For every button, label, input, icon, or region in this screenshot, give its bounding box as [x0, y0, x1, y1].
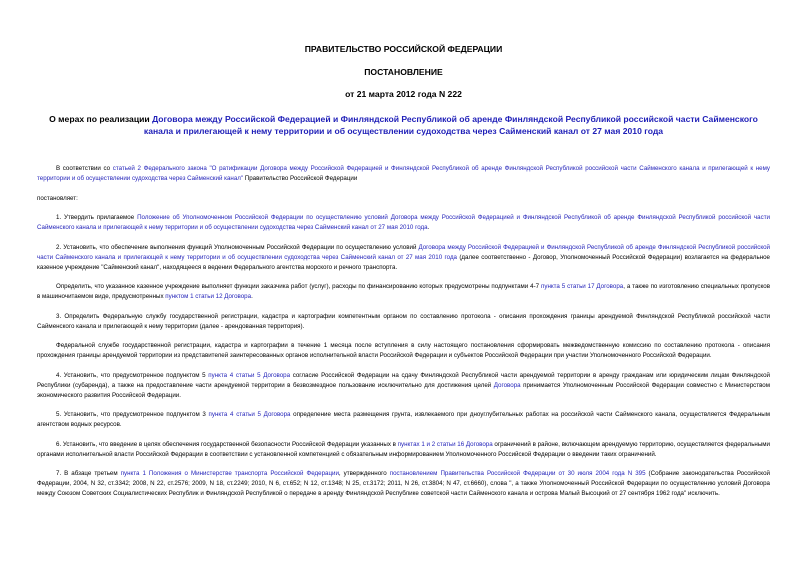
- document-type-heading: ПОСТАНОВЛЕНИЕ: [364, 67, 443, 77]
- p7-text-1: 7. В абзаце третьем: [56, 470, 121, 477]
- paragraph-5: [37, 410, 770, 430]
- document-title: [40, 113, 767, 137]
- p3b-text-1: Федеральной службе государственной регистрации, кадастра и картографии в течение 1 месяца после вступления в силу настоящего постановления сформировать межведомственную комиссию по составлению протокола - описания прохождения границы арендуемой территории из представителей заинтересованных органов исполнительной власти Российской Федерации и субъектов Российской Федерации при участии Уполномоченного Российской Федерации.: [37, 342, 770, 359]
- p6-text-1: 6. Установить, что введение в целях обеспечения государственной безопасности Российской Федерации указанных в: [56, 440, 398, 448]
- p1-regulation-link[interactable]: Положение об Уполномоченном Российской Федерации по осуществлению условий Договора между Российской Федерацией и Финляндской Республикой об аренде Финляндской Республикой российской части Сайменского канала и прилегающей к нему территории и об осуществлении судоходства через Сайменский канал от 27 мая 2010 года: [37, 214, 770, 231]
- p4-article-5-link[interactable]: пункта 4 статьи 5 Договора: [208, 371, 291, 379]
- intro-paragraph: [37, 164, 770, 184]
- p2-text-1: 2. Установить, что обеспечение выполнения функций Уполномоченным Российской Федерации по осуществлению условий: [56, 243, 419, 251]
- p2b-text-1: Определить, что указанное казенное учреждение выполняет функции заказчика работ (услуг), расходы по финансированию которых предусмотрены подпунктами 4-7: [56, 283, 541, 290]
- p2-treaty-link[interactable]: Договора между Российской Федерацией и Финляндской Республикой об аренде Финляндской Республикой российской части Сайменского канала и прилегающей к нему территории и об осуществлении судоходства через Сайменский канал от 27 мая 2010 года: [37, 243, 770, 261]
- p2b-article-17-link[interactable]: пункта 5 статьи 17 Договора: [541, 283, 624, 290]
- p4-text-1: 4. Установить, что предусмотренное подпунктом 5: [56, 371, 209, 379]
- document-body: [37, 164, 770, 509]
- p7-resolution-link[interactable]: постановлением Правительства Российской Федерации от 30 июля 2004 года N 395: [389, 470, 646, 477]
- paragraph-3-continuation: [37, 341, 770, 361]
- p4-treaty-link[interactable]: Договора: [493, 381, 521, 389]
- p2b-article-12-link[interactable]: пунктом 1 статьи 12 Договора: [165, 293, 252, 300]
- paragraph-4: [37, 371, 770, 401]
- p1-text-2: .: [427, 224, 430, 231]
- paragraph-2: [37, 243, 770, 273]
- intro-text-1: В соответствии со: [56, 165, 113, 172]
- paragraph-1: [37, 213, 770, 233]
- p2b-text-3: .: [251, 293, 253, 300]
- p3-text-1: 3. Определить Федеральную службу государственной регистрации, кадастра и картографии компетентным органом по составлению протокола - описания прохождения границы арендуемой Финляндской Республикой российской части Сайменского канала и прилегающей к нему территории (далее - арендованная территория).: [37, 312, 770, 330]
- p5-text-2: определение места размещения грунта, извлекаемого при дноуглубительных работах на российской части Сайменского канала, осуществляется Федеральным агентством водных ресурсов.: [37, 411, 770, 428]
- decree-word: постановляет:: [37, 194, 78, 202]
- p6-article-16-link[interactable]: пунктах 1 и 2 статьи 16 Договора: [397, 440, 493, 448]
- p4-text-3: принимается Уполномоченным Российской Федерации совместно с Министерством экономического развития Российской Федерации.: [37, 381, 771, 399]
- p2b-text-2: , а также по изготовлению специальных пропусков в машиночитаемом виде, предусмотренных: [37, 283, 771, 300]
- title-prefix: О мерах по реализации: [49, 114, 153, 124]
- paragraph-6: [37, 440, 770, 460]
- p6-text-2: ограничений в районе, включающем арендуемую территорию, осуществляется федеральными органами исполнительной власти Российской Федерации в соответствии с установленной компетенцией с обязательным информированием Уполномоченного Российской Федерации о введении таких ограничений.: [37, 440, 770, 458]
- intro-law-link[interactable]: статьей 2 Федерального закона "О ратификации Договора между Российской Федерацией и Финляндской Республикой об аренде Финляндской Республикой российской части Сайменского канала и прилегающей к нему территории и об осуществлении судоходства через Сайменский канал": [37, 165, 770, 182]
- title-treaty-link[interactable]: Договора между Российской Федерацией и Финляндской Республикой об аренде Финляндской Республикой российской части Сайменского канала и прилегающей к нему территории и об осуществлении судоходства через Сайменский канал от 27 мая 2010 года: [143, 114, 758, 136]
- paragraph-7: [37, 469, 770, 499]
- p7-text-3: (Собрание законодательства Российской Федерации, 2004, N 32, ст.3342; 2008, N 22, ст.2576; 2009, N 18, ст.2249; 2010, N 6, ст.652; N 12, ст.1348; N 25, ст.3172; 2011, N 26, ст.3804; N 47, ст.6660), слова ", а также Уполномоченный Российской Федерации по осуществлению условий Договора между Союзом Советских Социалистических Республик и Финляндской Республикой о передаче в аренду Финляндской Республике советской части Сайменского канала и острова Малый Высоцкий от 27 сентября 1962 года" исключить.: [37, 470, 770, 497]
- p4-text-2: согласие Российской Федерации на сдачу Финляндской Республикой части арендуемой территории в аренду гражданам или юридическим лицам Финляндской Республики (субаренда), а также на предоставление части арендуемой территории в безвозмездное пользование исключительно для достижения целей: [37, 371, 770, 389]
- government-heading: ПРАВИТЕЛЬСТВО РОССИЙСКОЙ ФЕДЕРАЦИИ: [304, 44, 503, 54]
- intro-text-2: Правительство Российской Федерации: [243, 175, 358, 182]
- p5-text-1: 5. Установить, что предусмотренное подпунктом 3: [56, 411, 209, 418]
- p7-regulation-link[interactable]: пункта 1 Положения о Министерстве транспорта Российской Федерации: [120, 470, 339, 477]
- p2-text-2: (далее соответственно - Договор, Уполномоченный Российской Федерации) возлагается на федеральное казенное учреждение "Сайменский канал", находящееся в ведении Федерального агентства морского и речного транспорта.: [37, 253, 770, 271]
- paragraph-3: [37, 312, 770, 332]
- paragraph-2-continuation: [37, 282, 770, 302]
- p7-text-2: , утвержденного: [338, 470, 390, 477]
- p5-article-5-link[interactable]: пункта 4 статьи 5 Договора: [208, 411, 291, 418]
- date-number-heading: от 21 марта 2012 года N 222: [345, 89, 462, 99]
- p1-text-1: 1. Утвердить прилагаемое: [56, 214, 138, 221]
